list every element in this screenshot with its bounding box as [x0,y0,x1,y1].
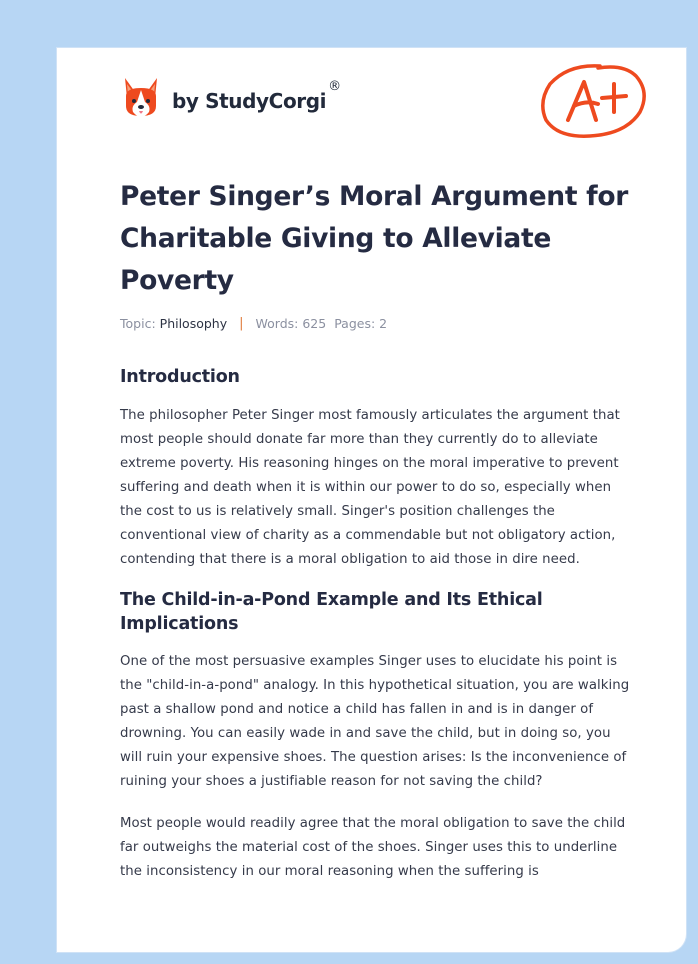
topic-label: Topic: [120,316,156,331]
topic-link[interactable]: Philosophy [159,316,228,331]
brand-name [172,79,341,113]
paragraph: The philosopher Peter Singer most famously articulates the argument that most people should donate far more than they currently do to alleviate extreme poverty. His reasoning hinges on the moral imperative to prevent suffering and death when it is within our power to do so, especially when the cost to us is relatively small. Singer's position challenges the conventional view of charity as a commendable but not obligatory action, contending that there is a moral obligation to aid those in dire need. [120,408,620,567]
registered-mark: ® [328,79,341,94]
brand-name-text: by StudyCorgi [172,89,327,113]
word-count: Words: 625 [255,316,327,331]
a-plus-grade-icon [538,58,650,142]
document-content [120,176,636,884]
section-heading-introduction: Introduction [120,367,240,387]
meta-separator: | [239,316,244,331]
paragraph: One of the most persuasive examples Singer uses to elucidate his point is the "child-in-a-pond" analogy. In this hypothetical situation, you are walking past a shallow pond and notice a child has fallen in and is in danger of drowning. You can easily wade in and save the child, but in doing so, you will ruin your expensive shoes. The question arises: Is the inconvenience of ruining your shoes a justifiable reason for not saving the child? [120,654,630,789]
document-page [57,48,686,952]
section-heading-child-in-a-pond: The Child-in-a-Pond Example and Its Ethical Implications [120,590,543,634]
corgi-logo-icon [121,76,161,120]
page-count: Pages: 2 [334,316,388,331]
brand-header[interactable] [121,76,341,120]
document-meta [120,316,636,331]
paragraph: Most people would readily agree that the moral obligation to save the child far outweighs the material cost of the shoes. Singer uses this to underline the inconsistency in our moral reasoning when the suffering is [120,816,626,879]
document-title: Peter Singer’s Moral Argument for Charitable Giving to Alleviate Poverty [120,181,629,296]
